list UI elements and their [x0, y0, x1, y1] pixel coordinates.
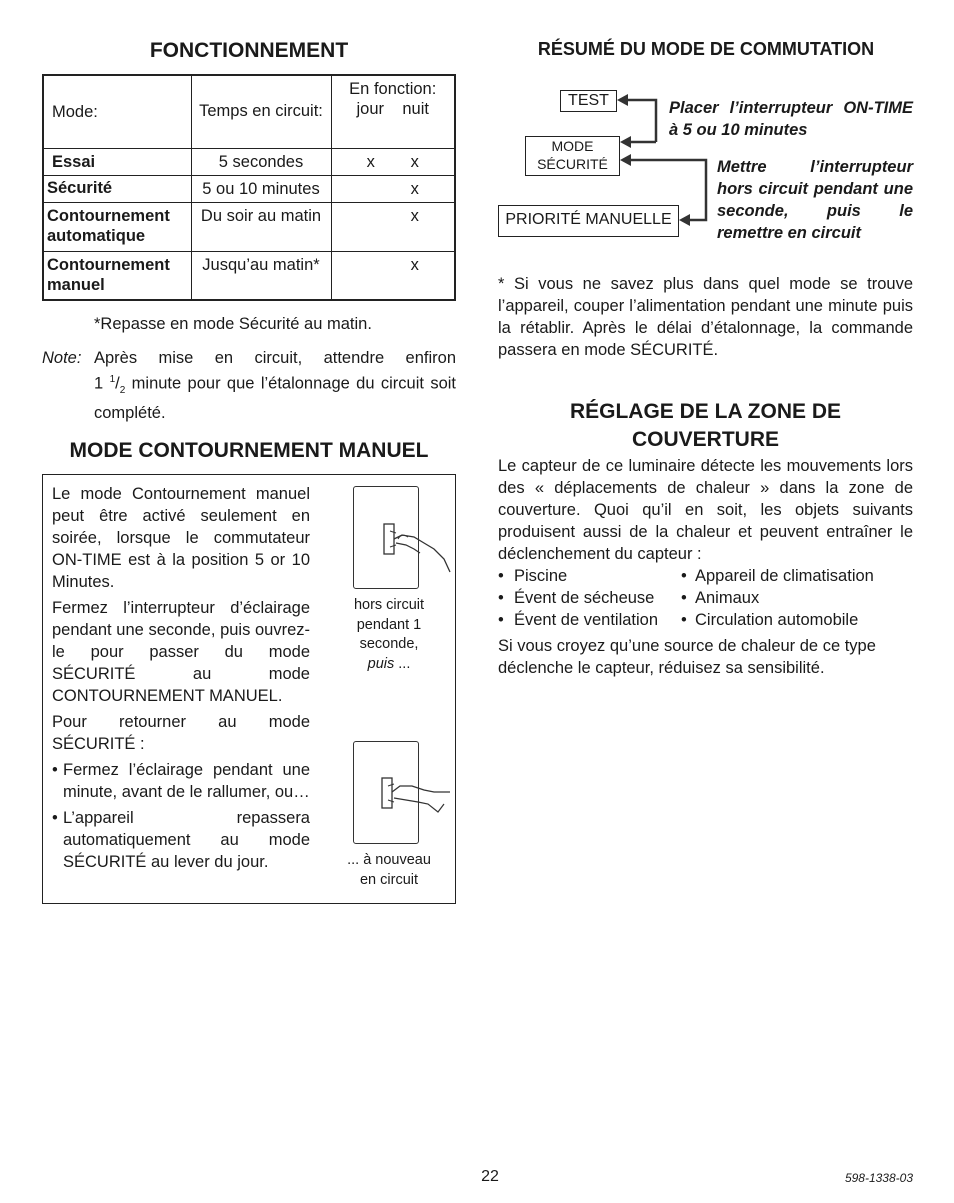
row-temps: Jusqu’au matin*	[202, 255, 320, 274]
note-label: Note:	[42, 349, 82, 367]
row-nuit-mark: x	[410, 255, 419, 274]
list-item: • Évent de sécheuse	[498, 589, 655, 607]
bullet-icon: •	[498, 567, 504, 585]
coverage-paragraph-2: Si vous croyez qu’une source de chaleur de ce type déclenche le capteur, réduisez sa sensibilité.	[498, 637, 876, 677]
manual-p1: Le mode Contournement manuel peut être activé seulement en soirée, lorsque le commutateur ON-TIME est à la position 5 or 10 Minutes.	[52, 485, 310, 591]
note-fraction-num: 1	[109, 374, 116, 385]
list-item	[52, 807, 310, 873]
note-line-1: Après mise en circuit, attendre enfiron	[94, 349, 456, 367]
manual-priority-box: PRIORITÉ MANUELLE	[498, 205, 679, 237]
row-mode: Essai	[52, 152, 96, 171]
bullet-icon: •	[681, 611, 687, 629]
manual-override-box	[42, 474, 456, 904]
row-nuit-mark: x	[410, 206, 419, 225]
switch-caption-2: ... à nouveau en circuit	[347, 852, 431, 888]
list-item: • Appareil de climatisation	[681, 567, 874, 585]
instruction-set-ontime: Placer l’interrupteur ON-TIME à 5 ou 10 minutes	[669, 99, 913, 139]
list-item	[52, 759, 310, 803]
bullet-icon: •	[681, 567, 687, 585]
bullet-icon: •	[681, 589, 687, 607]
bullet-icon: •	[498, 611, 504, 629]
row-temps: 5 secondes	[218, 152, 304, 171]
coverage-heading: RÉGLAGE DE LA ZONE DE COUVERTURE	[569, 400, 842, 451]
bullet-icon: •	[498, 589, 504, 607]
bullet-icon: •	[52, 809, 58, 827]
list-item: • Évent de ventilation	[498, 611, 659, 629]
bullet-icon: •	[52, 761, 58, 779]
fonctionnement-heading: FONCTIONNEMENT	[149, 39, 349, 62]
test-mode-box: TEST	[560, 90, 617, 112]
manual-bullet-1: Fermez l’éclairage pendant une minute, avant de le rallumer, ou…	[63, 761, 310, 801]
col-temps-header: Temps en circuit:	[199, 102, 323, 120]
row-temps: 5 ou 10 minutes	[202, 179, 320, 198]
resume-heading: RÉSUMÉ DU MODE DE COMMUTATION	[537, 39, 875, 59]
note-integer: 1	[94, 374, 104, 393]
manual-bullet-2: L’appareil repassera automatiquement au mode SÉCURITÉ au lever du jour.	[63, 809, 310, 871]
page-number: 22	[481, 1168, 499, 1185]
note-fraction-den: 2	[119, 384, 126, 396]
table-footnote: *Repasse en mode Sécurité au matin.	[94, 315, 372, 333]
manual-override-heading: MODE CONTOURNEMENT MANUEL	[69, 439, 429, 462]
row-nuit-mark: x	[410, 152, 419, 171]
col-jour-header: jour	[356, 100, 385, 118]
wall-switch-on-icon	[353, 741, 419, 844]
security-mode-box: MODE SÉCURITÉ	[525, 136, 620, 176]
manual-p3: Pour retourner au mode SÉCURITÉ :	[52, 713, 310, 753]
switch-caption-1: hors circuit pendant 1 seconde, puis ...	[353, 597, 425, 672]
row-nuit-mark: x	[410, 179, 419, 198]
row-jour-mark: x	[366, 152, 375, 171]
coverage-paragraph-1: Le capteur de ce luminaire détecte les mouvements lors des « déplacements de chaleur » dans la zone de couverture. Quoi qu’il en soit, les objets suivants produisent aussi de la chaleur et peuvent entraîner le déclenchement du capteur :	[498, 457, 913, 563]
list-item: • Piscine	[498, 567, 568, 585]
note-line-2: 1 $^1/_2$ minute pour que l’étalonnage du circuit soit complété.	[94, 374, 457, 422]
row-mode: Contournement manuel	[47, 255, 170, 294]
row-mode: Contournement automatique	[47, 206, 170, 245]
row-temps: Du soir au matin	[200, 206, 322, 225]
list-item: • Animaux	[681, 589, 760, 607]
col-fonction-header: En fonction:	[349, 80, 437, 98]
manual-p2: Fermez l’interrupteur d’éclairage pendant une seconde, puis ouvrez-le pour passer du mode SÉCURITÉ au mode CONTOURNEMENT MANUEL.	[52, 599, 310, 705]
col-nuit-header: nuit	[402, 100, 429, 118]
note-rest: minute pour que l’étalonnage du circuit soit complété.	[94, 374, 457, 422]
row-mode: Sécurité	[47, 178, 113, 197]
wall-switch-off-icon	[353, 486, 419, 589]
list-item: • Circulation automobile	[681, 611, 859, 629]
document-code: 598-1338-03	[844, 1171, 913, 1185]
manual-override-text	[52, 483, 310, 873]
instruction-toggle-switch: Mettre l’interrupteur hors circuit pendant une seconde, puis le remettre en circuit	[717, 158, 913, 242]
col-mode-header: Mode:	[52, 102, 98, 121]
mode-reset-footnote: * Si vous ne savez plus dans quel mode se trouve l’appareil, couper l’alimentation pendant une minute puis la rétablir. Après le délai d’étalonnage, la commande passera en mode SÉCURITÉ.	[498, 275, 913, 359]
